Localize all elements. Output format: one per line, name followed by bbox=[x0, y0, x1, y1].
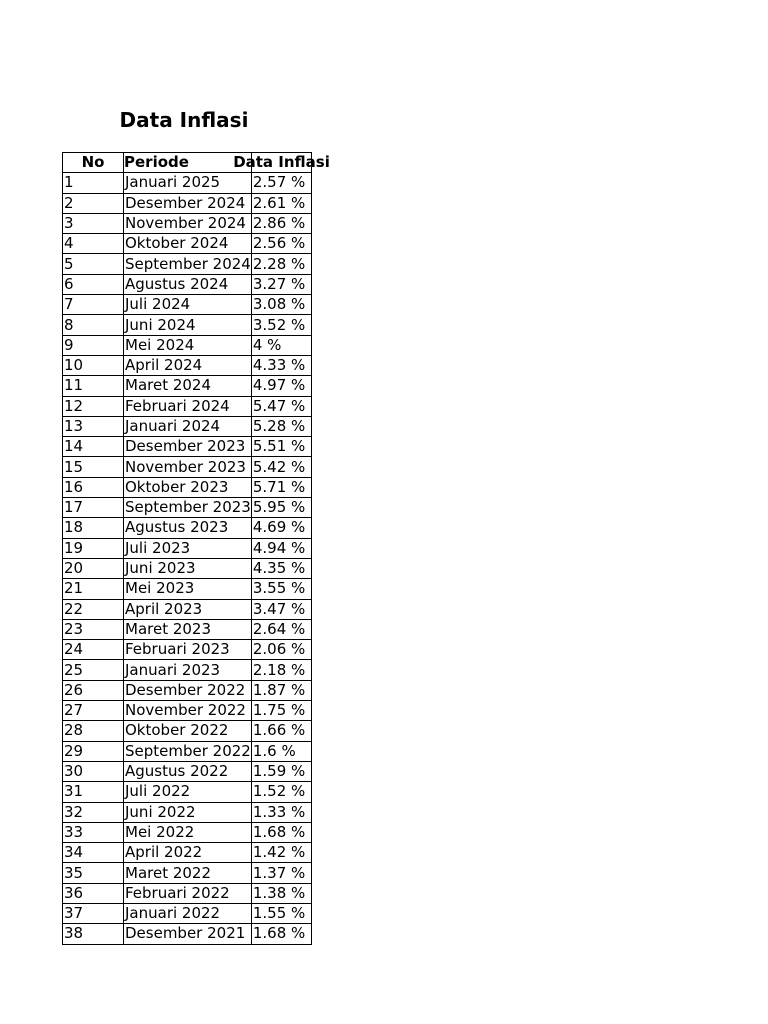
table-row bbox=[63, 376, 312, 396]
table-row bbox=[63, 355, 312, 375]
cell-period: Juni 2024 bbox=[124, 315, 252, 335]
cell-rate: 2.61 % bbox=[251, 193, 311, 213]
cell-period: Agustus 2024 bbox=[124, 274, 252, 294]
cell-period: Desember 2024 bbox=[124, 193, 252, 213]
cell-no: 17 bbox=[63, 498, 124, 518]
page-title: Data Inflasi bbox=[119, 108, 249, 132]
cell-no: 30 bbox=[63, 761, 124, 781]
cell-no: 14 bbox=[63, 437, 124, 457]
cell-no: 37 bbox=[63, 903, 124, 923]
cell-period: September 2023 bbox=[125, 498, 251, 517]
table-row bbox=[63, 761, 312, 781]
header-period: Periode bbox=[124, 153, 252, 173]
cell-no: 13 bbox=[63, 416, 124, 436]
cell-no: 2 bbox=[63, 193, 124, 213]
cell-rate: 5.51 % bbox=[251, 437, 311, 457]
inflation-table bbox=[62, 152, 330, 945]
cell-rate: 4.33 % bbox=[251, 355, 311, 375]
table-row bbox=[63, 315, 312, 335]
cell-rate: 1.59 % bbox=[251, 761, 311, 781]
table-row bbox=[63, 538, 312, 558]
cell-rate: 4.69 % bbox=[251, 518, 311, 538]
cell-no: 22 bbox=[63, 599, 124, 619]
cell-rate: 5.47 % bbox=[251, 396, 311, 416]
cell-no: 38 bbox=[63, 924, 124, 944]
cell-rate: 2.18 % bbox=[251, 660, 311, 680]
cell-no: 4 bbox=[63, 234, 124, 254]
cell-period: Januari 2025 bbox=[124, 173, 252, 193]
cell-no: 16 bbox=[63, 477, 124, 497]
table-row bbox=[63, 234, 312, 254]
cell-period: Mei 2024 bbox=[124, 335, 252, 355]
cell-rate: 3.52 % bbox=[251, 315, 311, 335]
header-rate-label: Data Inflasi bbox=[233, 153, 330, 171]
cell-period: Maret 2024 bbox=[124, 376, 252, 396]
cell-rate: 2.56 % bbox=[251, 234, 311, 254]
cell-rate: 1.66 % bbox=[251, 721, 311, 741]
table-body bbox=[63, 173, 312, 944]
cell-no: 6 bbox=[63, 274, 124, 294]
table-row bbox=[63, 802, 312, 822]
cell-no: 5 bbox=[63, 254, 124, 274]
cell-no: 29 bbox=[63, 741, 124, 761]
cell-rate: 1.37 % bbox=[251, 863, 311, 883]
table-row bbox=[63, 903, 312, 923]
cell-no: 21 bbox=[63, 579, 124, 599]
cell-no: 28 bbox=[63, 721, 124, 741]
table-row bbox=[63, 822, 312, 842]
cell-no: 1 bbox=[63, 173, 124, 193]
table-row bbox=[63, 416, 312, 436]
cell-rate: 4.94 % bbox=[251, 538, 311, 558]
table-row bbox=[63, 335, 312, 355]
cell-period: Agustus 2022 bbox=[124, 761, 252, 781]
cell-no: 15 bbox=[63, 457, 124, 477]
table-row bbox=[63, 924, 312, 944]
table-row bbox=[63, 721, 312, 741]
cell-no: 24 bbox=[63, 640, 124, 660]
cell-rate: 3.55 % bbox=[251, 579, 311, 599]
cell-period: Januari 2024 bbox=[124, 416, 252, 436]
cell-no: 25 bbox=[63, 660, 124, 680]
table-row bbox=[63, 741, 312, 761]
cell-period: Mei 2022 bbox=[124, 822, 252, 842]
table-row bbox=[63, 843, 312, 863]
cell-no: 10 bbox=[63, 355, 124, 375]
cell-period: Januari 2022 bbox=[124, 903, 252, 923]
cell-period: Januari 2023 bbox=[124, 660, 252, 680]
table-row bbox=[63, 640, 312, 660]
cell-no: 20 bbox=[63, 558, 124, 578]
cell-period: Februari 2023 bbox=[124, 640, 252, 660]
cell-period: Juli 2024 bbox=[124, 295, 252, 315]
cell-period: Mei 2023 bbox=[124, 579, 252, 599]
cell-rate: 2.64 % bbox=[251, 619, 311, 639]
cell-rate: 5.28 % bbox=[251, 416, 311, 436]
cell-rate: 5.71 % bbox=[251, 477, 311, 497]
cell-rate: 1.68 % bbox=[251, 822, 311, 842]
cell-period: Oktober 2022 bbox=[124, 721, 252, 741]
cell-period: Desember 2022 bbox=[124, 680, 252, 700]
table-row bbox=[63, 660, 312, 680]
cell-rate: 4.97 % bbox=[251, 376, 311, 396]
cell-period: November 2022 bbox=[124, 701, 252, 721]
cell-period: April 2022 bbox=[124, 843, 252, 863]
table-row bbox=[63, 437, 312, 457]
cell-no: 7 bbox=[63, 295, 124, 315]
table-row bbox=[63, 274, 312, 294]
cell-rate: 1.33 % bbox=[251, 802, 311, 822]
cell-no: 35 bbox=[63, 863, 124, 883]
cell-period: November 2024 bbox=[124, 213, 252, 233]
table-row bbox=[63, 498, 312, 518]
cell-period: September 2024 bbox=[125, 254, 251, 273]
cell-rate: 2.28 % bbox=[251, 254, 311, 274]
cell-no: 26 bbox=[63, 680, 124, 700]
cell-period: November 2023 bbox=[124, 457, 252, 477]
cell-no: 23 bbox=[63, 619, 124, 639]
cell-no: 9 bbox=[63, 335, 124, 355]
table-row bbox=[63, 396, 312, 416]
cell-period: Maret 2022 bbox=[124, 863, 252, 883]
table-row bbox=[63, 863, 312, 883]
cell-period: Februari 2022 bbox=[124, 883, 252, 903]
header-no: No bbox=[63, 153, 124, 173]
cell-period: April 2023 bbox=[124, 599, 252, 619]
cell-no: 34 bbox=[63, 843, 124, 863]
cell-no: 18 bbox=[63, 518, 124, 538]
cell-rate: 2.86 % bbox=[251, 213, 311, 233]
table-row bbox=[63, 518, 312, 538]
table-row bbox=[63, 193, 312, 213]
cell-no: 11 bbox=[63, 376, 124, 396]
table-row bbox=[63, 558, 312, 578]
cell-period: Desember 2021 bbox=[124, 924, 252, 944]
cell-rate: 3.47 % bbox=[251, 599, 311, 619]
cell-rate: 2.57 % bbox=[251, 173, 311, 193]
cell-period: September 2022 bbox=[125, 741, 251, 760]
cell-no: 32 bbox=[63, 802, 124, 822]
cell-rate: 3.27 % bbox=[251, 274, 311, 294]
cell-rate: 3.08 % bbox=[251, 295, 311, 315]
cell-rate: 1.52 % bbox=[251, 782, 311, 802]
cell-rate: 1.42 % bbox=[251, 843, 311, 863]
cell-no: 8 bbox=[63, 315, 124, 335]
cell-rate: 5.95 % bbox=[251, 498, 311, 518]
cell-period: Oktober 2024 bbox=[124, 234, 252, 254]
table-row bbox=[63, 782, 312, 802]
cell-no: 33 bbox=[63, 822, 124, 842]
cell-no: 31 bbox=[63, 782, 124, 802]
table-row bbox=[63, 213, 312, 233]
cell-period: Juni 2022 bbox=[124, 802, 252, 822]
table-row bbox=[63, 680, 312, 700]
cell-period: Juli 2023 bbox=[124, 538, 252, 558]
cell-no: 12 bbox=[63, 396, 124, 416]
cell-period: Juli 2022 bbox=[124, 782, 252, 802]
table-row bbox=[63, 619, 312, 639]
table-row bbox=[63, 883, 312, 903]
table-row bbox=[63, 701, 312, 721]
cell-rate: 2.06 % bbox=[251, 640, 311, 660]
table-row bbox=[63, 295, 312, 315]
cell-period: Oktober 2023 bbox=[124, 477, 252, 497]
cell-rate: 1.38 % bbox=[251, 883, 311, 903]
cell-no: 3 bbox=[63, 213, 124, 233]
cell-rate: 1.87 % bbox=[251, 680, 311, 700]
table-row bbox=[63, 579, 312, 599]
cell-rate: 4 % bbox=[251, 335, 311, 355]
cell-rate: 1.6 % bbox=[251, 741, 311, 761]
cell-period: Februari 2024 bbox=[124, 396, 252, 416]
cell-rate: 1.55 % bbox=[251, 903, 311, 923]
cell-period: Agustus 2023 bbox=[124, 518, 252, 538]
cell-rate: 1.75 % bbox=[251, 701, 311, 721]
cell-no: 36 bbox=[63, 883, 124, 903]
cell-period: Juni 2023 bbox=[124, 558, 252, 578]
table-row bbox=[63, 599, 312, 619]
cell-rate: 4.35 % bbox=[251, 558, 311, 578]
table-row bbox=[63, 457, 312, 477]
table-row bbox=[63, 477, 312, 497]
cell-period: April 2024 bbox=[124, 355, 252, 375]
cell-no: 27 bbox=[63, 701, 124, 721]
cell-rate: 5.42 % bbox=[251, 457, 311, 477]
table-row bbox=[63, 173, 312, 193]
table-row bbox=[63, 254, 312, 274]
cell-no: 19 bbox=[63, 538, 124, 558]
table-header-row bbox=[63, 153, 312, 173]
header-rate bbox=[233, 153, 330, 173]
cell-period: Maret 2023 bbox=[124, 619, 252, 639]
cell-rate: 1.68 % bbox=[251, 924, 311, 944]
cell-period: Desember 2023 bbox=[124, 437, 252, 457]
